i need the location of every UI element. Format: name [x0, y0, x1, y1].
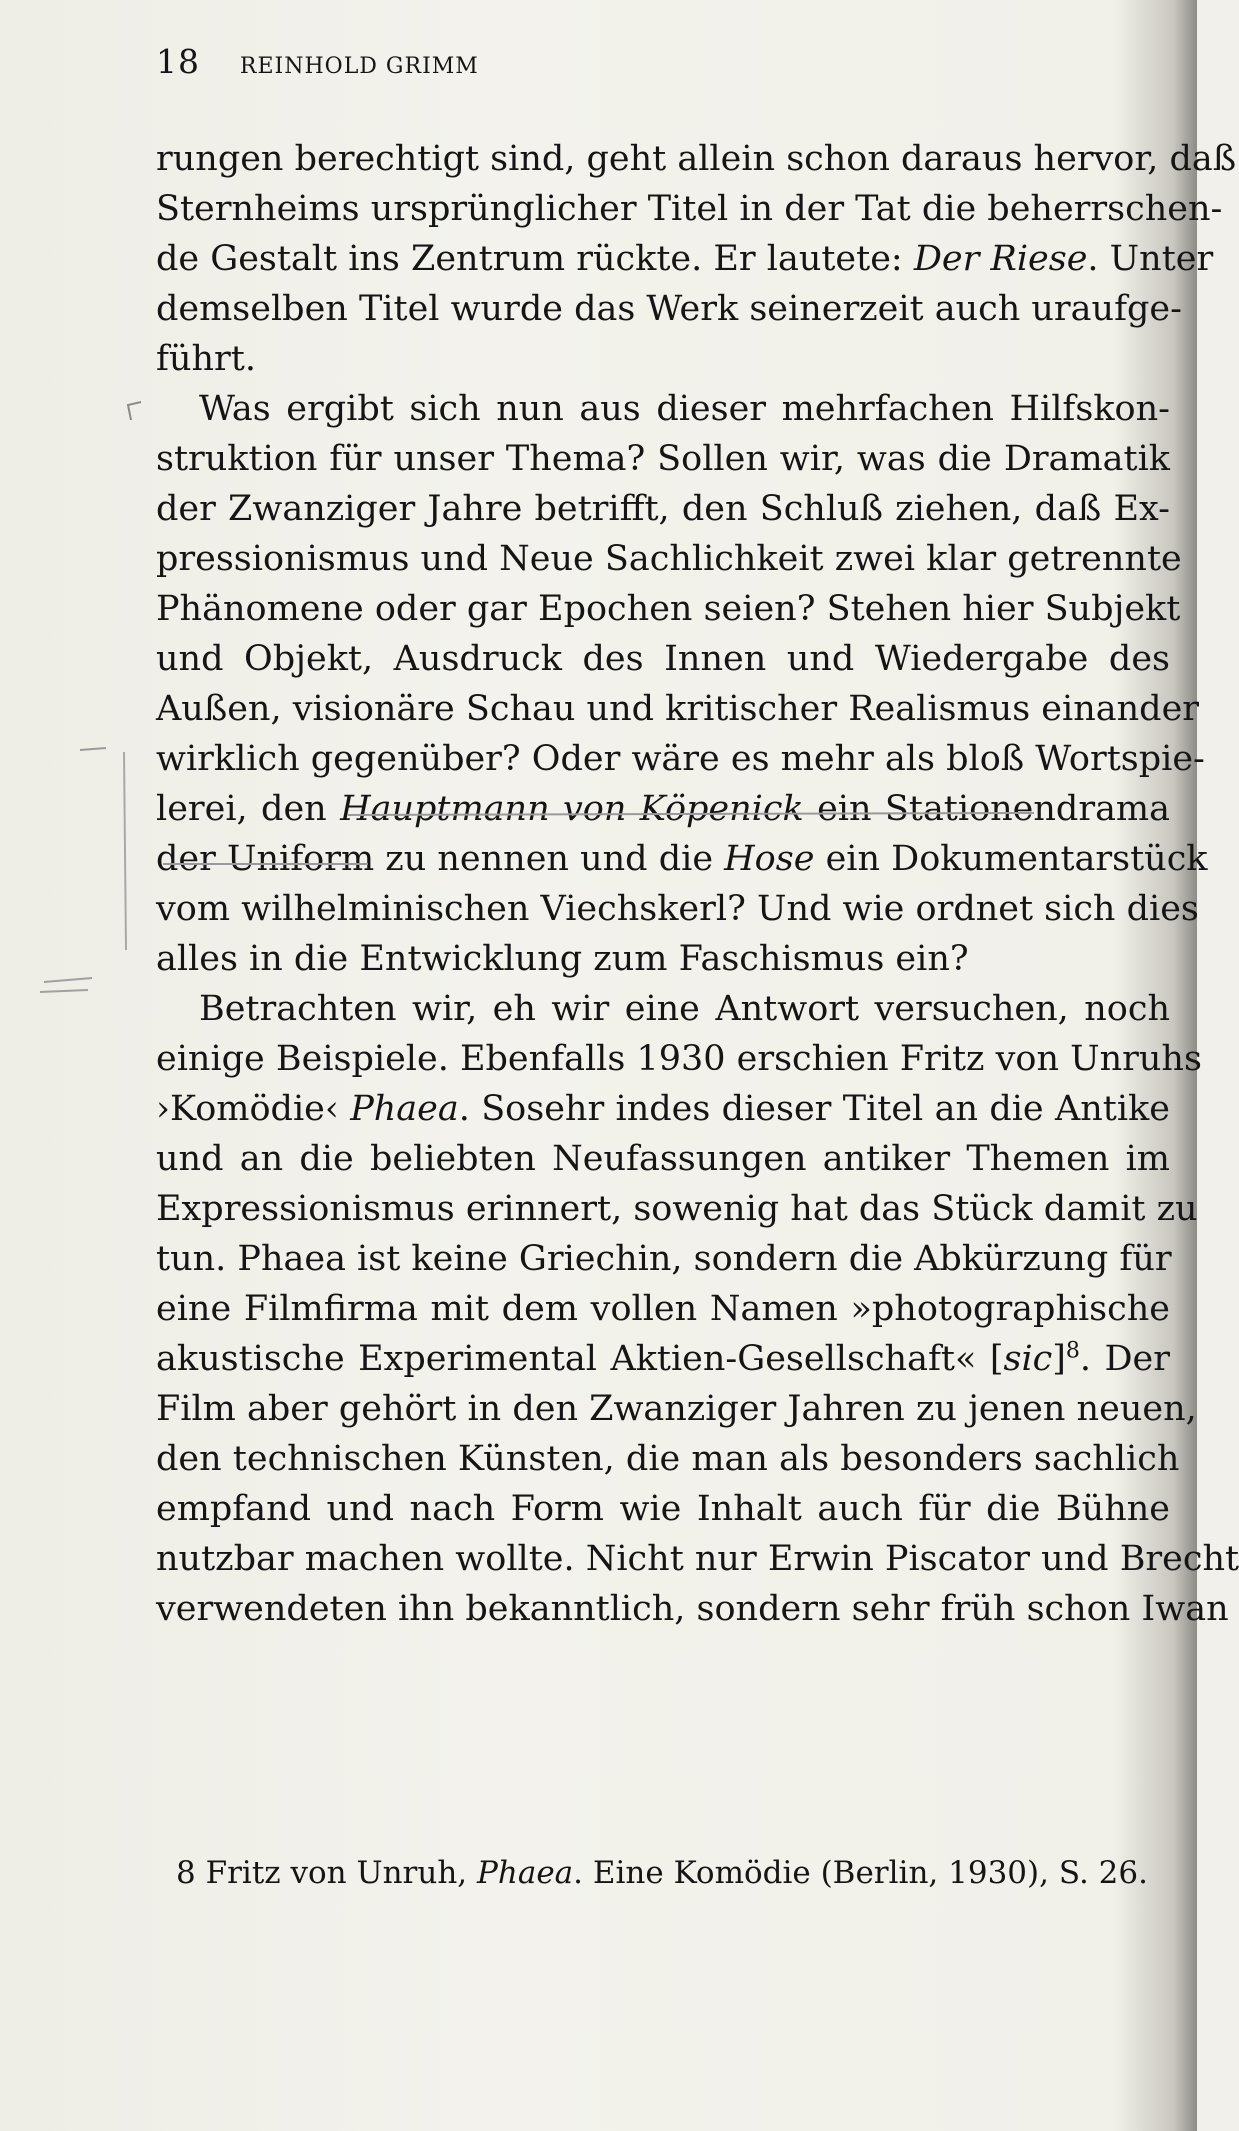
text-segment: der Uniform zu nennen und die — [156, 839, 725, 879]
text-segment: . Unter — [1087, 239, 1214, 279]
text-segment: demselben Titel wurde das Werk seinerzeit auch uraufge- — [156, 289, 1182, 329]
text-segment: ] — [1052, 1339, 1066, 1379]
pencil-margin-line — [124, 752, 126, 950]
italic-text: Der Riese — [913, 239, 1088, 279]
text-segment: Phänomene oder gar Epochen seien? Stehen hier Subjekt — [156, 589, 1181, 629]
text-segment: 8 Fritz von Unruh, — [176, 1855, 478, 1891]
text-segment: ein Stationendrama — [803, 789, 1170, 829]
text-segment: . Der — [1079, 1339, 1170, 1379]
italic-text: Hauptmann von Köpenick — [340, 789, 804, 829]
text-segment: de Gestalt ins Zentrum rückte. Er lautete: — [156, 239, 914, 279]
page-number: 18 — [156, 42, 200, 81]
text-segment: lerei, den — [156, 789, 341, 829]
text-segment: Außen, visionäre Schau und kritischer Realismus einander — [156, 689, 1200, 729]
footnote-reference[interactable]: 8 — [1065, 1338, 1080, 1364]
text-segment: eine Filmfirma mit dem vollen Namen »photographische — [156, 1289, 1170, 1329]
text-segment: den technischen Künsten, die man als besonders sachlich — [156, 1439, 1180, 1479]
pencil-margin-tick — [40, 978, 92, 992]
text-segment: Was ergibt sich nun aus dieser mehrfachen Hilfskon- — [199, 389, 1170, 429]
text-segment: Expressionismus erinnert, sowenig hat das Stück damit zu — [156, 1189, 1198, 1229]
text-segment: nutzbar machen wollte. Nicht nur Erwin Piscator und Brecht — [156, 1539, 1239, 1579]
italic-text: Phaea — [477, 1855, 574, 1891]
text-segment: rungen berechtigt sind, geht allein schon daraus hervor, daß — [156, 139, 1237, 179]
text-segment: alles in die Entwicklung zum Faschismus ein? — [156, 939, 969, 979]
text-segment: Sternheims ursprünglicher Titel in der Tat die beherrschen- — [156, 189, 1223, 229]
text-segment: führt. — [156, 339, 256, 379]
text-segment: wirklich gegenüber? Oder wäre es mehr als bloß Wortspie- — [156, 739, 1205, 779]
italic-text: Hose — [724, 839, 815, 879]
running-head-author: REINHOLD GRIMM — [239, 54, 479, 79]
text-segment: einige Beispiele. Ebenfalls 1930 erschien Fritz von Unruhs — [156, 1039, 1202, 1079]
text-segment: vom wilhelminischen Viechskerl? Und wie ordnet sich dies — [156, 889, 1199, 929]
pencil-underline — [348, 813, 1034, 815]
italic-text: Phaea — [350, 1089, 459, 1129]
text-segment: pressionismus und Neue Sachlichkeit zwei klar getrennte — [156, 539, 1182, 579]
text-segment: ›Komödie‹ — [156, 1089, 351, 1129]
text-segment: und an die beliebten Neufassungen antiker Themen im — [156, 1139, 1170, 1179]
text-segment: tun. Phaea ist keine Griechin, sondern die Abkürzung für — [156, 1239, 1172, 1279]
text-segment: empfand und nach Form wie Inhalt auch für die Bühne — [156, 1489, 1170, 1529]
text-segment: akustische Experimental Aktien-Gesellschaft« [ — [156, 1339, 1004, 1379]
italic-text: sic — [1003, 1339, 1053, 1379]
pencil-margin-dash — [80, 748, 106, 750]
text-segment: ein Dokumentarstück — [814, 839, 1208, 879]
text-segment: verwendeten ihn bekanntlich, sondern sehr früh schon Iwan — [156, 1589, 1229, 1629]
text-segment: . Sosehr indes dieser Titel an die Antike — [458, 1089, 1170, 1129]
text-segment: struktion für unser Thema? Sollen wir, was die Dramatik — [156, 439, 1170, 479]
text-segment: Betrachten wir, eh wir eine Antwort versuchen, noch — [199, 989, 1170, 1029]
text-segment: . Eine Komödie (Berlin, 1930), S. 26. — [573, 1855, 1148, 1891]
pencil-bracket-mark — [128, 402, 141, 420]
text-segment: Film aber gehört in den Zwanziger Jahren zu jenen neuen, — [156, 1389, 1197, 1429]
text-segment: und Objekt, Ausdruck des Innen und Wiedergabe des — [156, 639, 1170, 679]
text-segment: der Zwanziger Jahre betrifft, den Schluß ziehen, daß Ex- — [156, 489, 1170, 529]
